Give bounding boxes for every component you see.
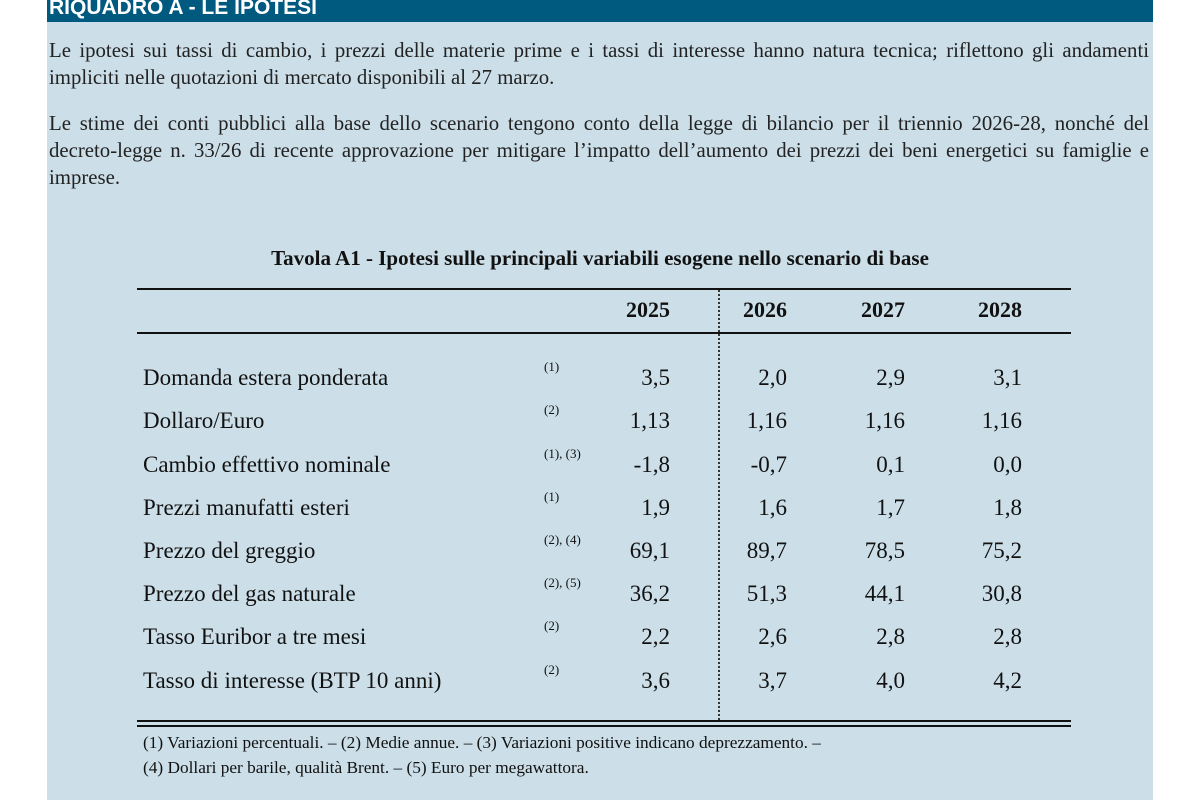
- table-bottom-rule-double: [137, 725, 1071, 727]
- intro-paragraph: Le ipotesi sui tassi di cambio, i prezzi delle materie prime e i tassi di interesse hanno natura tecnica; riflettono gli andamenti impliciti nelle quotazioni di mercato disponibili al 27 marzo.: [49, 39, 1149, 89]
- table-row: [47, 662, 1153, 708]
- year-header: 2025: [626, 297, 670, 322]
- table-row: [47, 359, 1153, 405]
- row-label: Cambio effettivo nominale: [143, 452, 391, 477]
- row-value: 2,2: [641, 624, 670, 649]
- table-row: [47, 402, 1153, 448]
- row-note: (2): [544, 618, 560, 633]
- row-value: 1,16: [746, 408, 787, 433]
- table-header-rule: [137, 332, 1071, 334]
- row-value: 1,16: [981, 408, 1022, 433]
- table-row: [47, 489, 1153, 535]
- row-value: 75,2: [981, 538, 1022, 563]
- row-label: Dollaro/Euro: [143, 408, 265, 433]
- row-value: 2,8: [993, 624, 1022, 649]
- row-value: 69,1: [629, 538, 670, 563]
- row-label: Prezzo del greggio: [143, 538, 316, 563]
- year-header: 2026: [743, 297, 787, 322]
- row-value: 51,3: [746, 581, 787, 606]
- header-bar: [47, 0, 1153, 22]
- row-value: 44,1: [864, 581, 905, 606]
- row-note: (1), (3): [544, 446, 581, 461]
- public-finance-paragraph: Le stime dei conti pubblici alla base dello scenario tengono conto della legge di bilancio per il triennio 2026-28, nonché del decreto-legge n. 33/26 di recente approvazione per mitigare l’impatto dell’aumento dei prezzi dei beni energetici su famiglie e imprese.: [49, 112, 1149, 189]
- row-value: 36,2: [629, 581, 670, 606]
- table-row: [47, 618, 1153, 664]
- row-value: 4,2: [993, 668, 1022, 693]
- row-note: (1): [544, 489, 560, 504]
- row-note: (2), (4): [544, 532, 581, 547]
- table-bottom-rule: [137, 720, 1071, 722]
- row-label: Prezzo del gas naturale: [143, 581, 356, 606]
- row-value: 3,1: [993, 365, 1022, 390]
- row-value: 4,0: [876, 668, 905, 693]
- row-value: -1,8: [633, 452, 670, 477]
- table-footnote: (4) Dollari per barile, qualità Brent. – (5) Euro per megawattora.: [143, 758, 589, 777]
- row-value: 3,7: [758, 668, 787, 693]
- row-value: 2,8: [876, 624, 905, 649]
- row-value: 2,6: [758, 624, 787, 649]
- row-value: 2,9: [876, 365, 905, 390]
- row-value: 1,6: [758, 495, 787, 520]
- row-value: 0,0: [993, 452, 1022, 477]
- table-footnote: (1) Variazioni percentuali. – (2) Medie annue. – (3) Variazioni positive indicano deprezzamento. –: [143, 733, 821, 752]
- row-value: 89,7: [746, 538, 787, 563]
- box-panel: [47, 0, 1153, 800]
- row-value: -0,7: [750, 452, 787, 477]
- row-value: 3,6: [641, 668, 670, 693]
- row-value: 3,5: [641, 365, 670, 390]
- table-row: [47, 446, 1153, 492]
- row-value: 78,5: [864, 538, 905, 563]
- row-value: 2,0: [758, 365, 787, 390]
- table-row: [47, 575, 1153, 621]
- row-note: (2): [544, 662, 560, 677]
- row-label: Tasso Euribor a tre mesi: [143, 624, 367, 649]
- row-value: 1,13: [629, 408, 670, 433]
- row-value: 1,7: [876, 495, 905, 520]
- row-note: (1): [544, 359, 560, 374]
- table-top-rule: [137, 288, 1071, 290]
- row-label: Tasso di interesse (BTP 10 anni): [143, 668, 442, 693]
- row-note: (2): [544, 402, 560, 417]
- table-title: Tavola A1 - Ipotesi sulle principali variabili esogene nello scenario di base: [271, 246, 929, 270]
- year-header: 2027: [861, 297, 905, 322]
- table-row: [47, 532, 1153, 578]
- row-value: 0,1: [876, 452, 905, 477]
- year-header: 2028: [978, 297, 1022, 322]
- row-value: 1,8: [993, 495, 1022, 520]
- row-note: (2), (5): [544, 575, 581, 590]
- row-value: 1,9: [641, 495, 670, 520]
- row-value: 30,8: [981, 581, 1022, 606]
- row-label: Domanda estera ponderata: [143, 365, 389, 390]
- row-value: 1,16: [864, 408, 905, 433]
- row-label: Prezzi manufatti esteri: [143, 495, 350, 520]
- box-title: RIQUADRO A - LE IPOTESI: [49, 0, 317, 19]
